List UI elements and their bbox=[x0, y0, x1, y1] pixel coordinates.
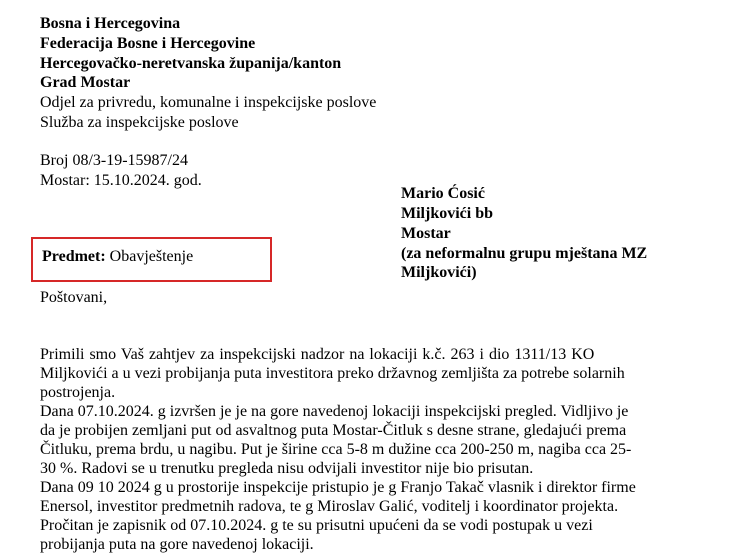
body-line: Dana 09 10 2024 g u prostorije inspekcije pristupio je g Franjo Takač vlasnik i direktor firme bbox=[40, 479, 636, 496]
body-line: da je probijen zemljani put od asvaltnog puta Mostar-Čitluk s desne strane, gledajući prema bbox=[40, 422, 627, 439]
body-line: Čitluku, prema brdu, u nagibu. Put je širine cca 5-8 m dužine cca 200-250 m, nagiba cca 25- bbox=[40, 441, 632, 458]
recipient-address: Miljkovići bb bbox=[401, 205, 494, 222]
recipient-group-line2: Miljkovići) bbox=[401, 264, 477, 281]
subject-text: Obavještenje bbox=[109, 248, 194, 265]
recipient-city: Mostar bbox=[401, 225, 451, 242]
reference-place-date: Mostar: 15.10.2024. god. bbox=[40, 172, 202, 189]
header-service: Služba za inspekcijske poslove bbox=[40, 114, 239, 131]
subject-line bbox=[42, 247, 193, 266]
body-line: postrojenja. bbox=[40, 384, 116, 401]
header-department: Odjel za privredu, komunalne i inspekcijske poslove bbox=[40, 94, 377, 111]
header-country: Bosna i Hercegovina bbox=[40, 15, 181, 32]
reference-number: Broj 08/3-19-15987/24 bbox=[40, 152, 188, 169]
subject-label: Predmet: bbox=[42, 248, 106, 265]
body-line: Dana 07.10.2024. g izvršen je je na gore navedenoj lokaciji inspekcijski pregled. Vidljivo je bbox=[40, 403, 629, 420]
recipient-group-line1: (za neformalnu grupu mještana MZ bbox=[401, 245, 648, 262]
header-city: Grad Mostar bbox=[40, 74, 131, 91]
recipient-name: Mario Ćosić bbox=[401, 185, 485, 202]
body-line: Primili smo Vaš zahtjev za inspekcijski nadzor na lokaciji k.č. 263 i dio 1311/13 KO bbox=[40, 346, 595, 363]
header-canton: Hercegovačko-neretvanska županija/kanton bbox=[40, 55, 342, 72]
salutation: Poštovani, bbox=[40, 289, 108, 306]
body-line: probijanja puta na gore navedenoj lokaciji. bbox=[40, 536, 314, 553]
body-line: 30 %. Radovi se u trenutku pregleda nisu odvijali investitor nije bio prisutan. bbox=[40, 460, 534, 477]
body-line: Enersol, investitor predmetnih radova, te g Miroslav Galić, voditelj i koordinator projekta. bbox=[40, 498, 619, 515]
body-line: Pročitan je zapisnik od 07.10.2024. g te su prisutni upućeni da se vodi postupak u vezi bbox=[40, 517, 593, 534]
body-line: Miljkovići a u vezi probijanja puta investitora preko državnog zemljišta za potrebe solarnih bbox=[40, 365, 625, 382]
header-federation: Federacija Bosne i Hercegovine bbox=[40, 35, 256, 52]
